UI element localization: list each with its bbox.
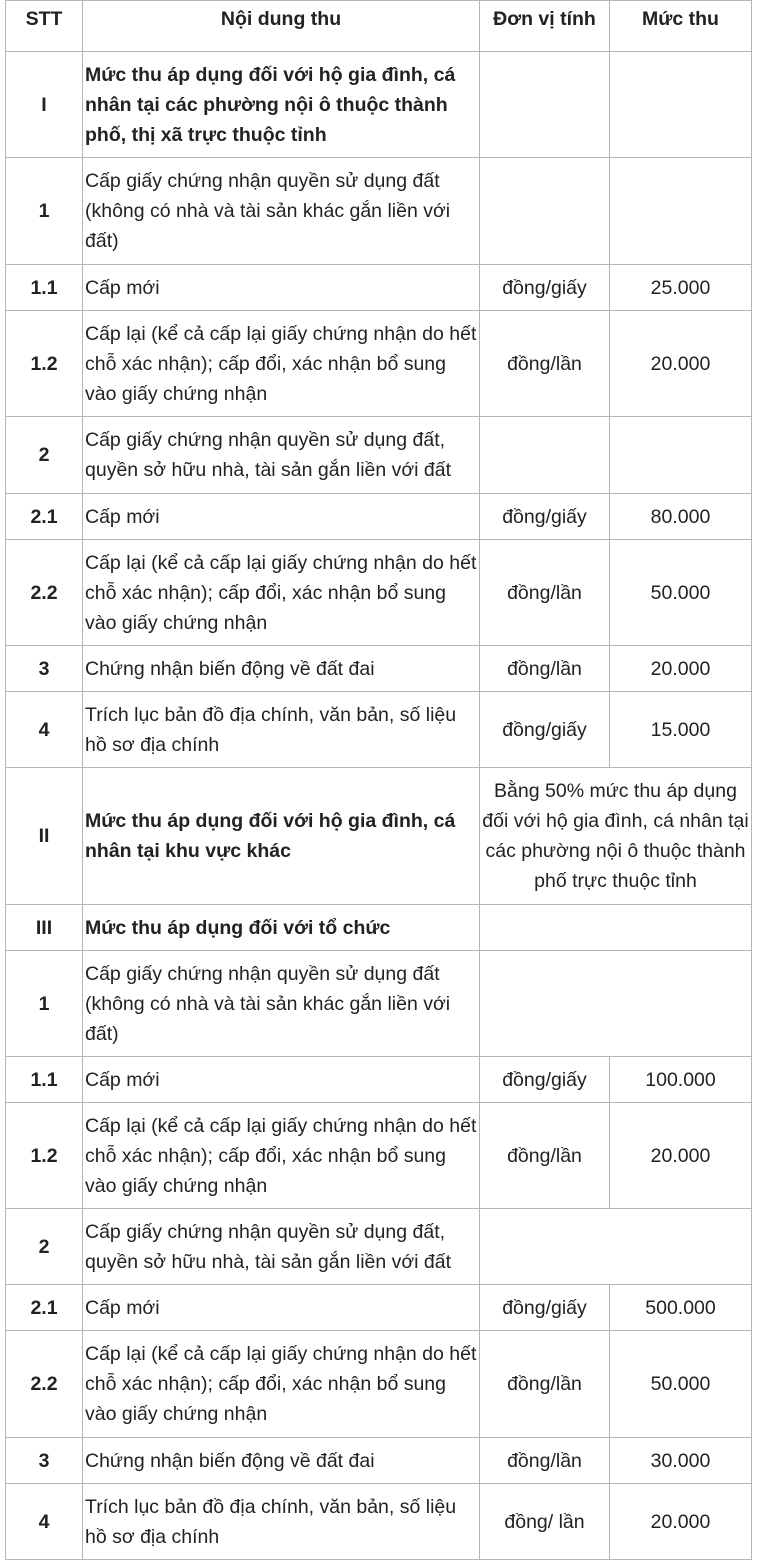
table-row xyxy=(6,1285,752,1331)
table-row xyxy=(6,1209,752,1285)
row-unit xyxy=(480,417,610,494)
row-content: Mức thu áp dụng đối với hộ gia đình, cá nhân tại các phường nội ô thuộc thành phố, thị xã trực thuộc tỉnh xyxy=(83,52,480,158)
table-row xyxy=(6,1331,752,1438)
row-fee: 25.000 xyxy=(610,265,752,311)
row-unit: đồng/giấy xyxy=(480,692,610,768)
row-content: Cấp giấy chứng nhận quyền sử dụng đất, quyền sở hữu nhà, tài sản gắn liền với đất xyxy=(83,1209,480,1285)
row-fee xyxy=(610,158,752,265)
row-unit: đồng/giấy xyxy=(480,494,610,540)
row-content: Cấp giấy chứng nhận quyền sử dụng đất (không có nhà và tài sản khác gắn liền với đất) xyxy=(83,158,480,265)
table-row xyxy=(6,1057,752,1103)
table-row xyxy=(6,417,752,494)
header-fee: Mức thu xyxy=(610,1,752,52)
row-unit: đồng/lần xyxy=(480,646,610,692)
row-unit: đồng/giấy xyxy=(480,1057,610,1103)
row-stt: 3 xyxy=(6,646,83,692)
row-fee: 100.000 xyxy=(610,1057,752,1103)
row-content: Cấp lại (kể cả cấp lại giấy chứng nhận do hết chỗ xác nhận); cấp đổi, xác nhận bổ sung vào giấy chứng nhận xyxy=(83,540,480,646)
row-fee: 80.000 xyxy=(610,494,752,540)
row-fee: 20.000 xyxy=(610,311,752,417)
row-stt: 1.2 xyxy=(6,1103,83,1209)
row-content: Mức thu áp dụng đối với tổ chức xyxy=(83,905,480,951)
row-stt: 2 xyxy=(6,1209,83,1285)
row-unit xyxy=(480,158,610,265)
row-unit xyxy=(480,52,610,158)
row-content: Trích lục bản đồ địa chính, văn bản, số liệu hồ sơ địa chính xyxy=(83,1484,480,1560)
table-row xyxy=(6,540,752,646)
row-unit: đồng/lần xyxy=(480,1103,610,1209)
row-fee-note xyxy=(480,905,752,951)
header-stt: STT xyxy=(6,1,83,52)
row-stt: 4 xyxy=(6,1484,83,1560)
row-fee-note xyxy=(480,951,752,1057)
row-fee: 20.000 xyxy=(610,646,752,692)
row-stt: 1 xyxy=(6,951,83,1057)
row-fee xyxy=(610,417,752,494)
row-content: Cấp lại (kể cả cấp lại giấy chứng nhận do hết chỗ xác nhận); cấp đổi, xác nhận bổ sung vào giấy chứng nhận xyxy=(83,1103,480,1209)
row-stt: 1.1 xyxy=(6,265,83,311)
table-row xyxy=(6,1438,752,1484)
header-unit: Đơn vị tính xyxy=(480,1,610,52)
row-content: Trích lục bản đồ địa chính, văn bản, số liệu hồ sơ địa chính xyxy=(83,692,480,768)
row-fee-note xyxy=(480,1209,752,1285)
row-stt: 2.1 xyxy=(6,1285,83,1331)
row-stt: 1 xyxy=(6,158,83,265)
row-fee: 50.000 xyxy=(610,540,752,646)
row-stt: 2.1 xyxy=(6,494,83,540)
row-unit: đồng/lần xyxy=(480,311,610,417)
table-row xyxy=(6,265,752,311)
table-row xyxy=(6,905,752,951)
row-content: Cấp lại (kể cả cấp lại giấy chứng nhận do hết chỗ xác nhận); cấp đổi, xác nhận bổ sung vào giấy chứng nhận xyxy=(83,311,480,417)
row-unit: đồng/ lần xyxy=(480,1484,610,1560)
row-stt: II xyxy=(6,768,83,905)
table-row xyxy=(6,1484,752,1560)
table-row xyxy=(6,692,752,768)
table-row xyxy=(6,494,752,540)
row-stt: I xyxy=(6,52,83,158)
row-unit: đồng/giấy xyxy=(480,1285,610,1331)
table-row xyxy=(6,311,752,417)
row-content: Cấp mới xyxy=(83,265,480,311)
table-row xyxy=(6,951,752,1057)
row-fee: 20.000 xyxy=(610,1103,752,1209)
row-content: Mức thu áp dụng đối với hộ gia đình, cá nhân tại khu vực khác xyxy=(83,768,480,905)
row-unit: đồng/lần xyxy=(480,1438,610,1484)
row-stt: 2.2 xyxy=(6,1331,83,1438)
table-row xyxy=(6,1103,752,1209)
row-stt: 1.1 xyxy=(6,1057,83,1103)
table-row xyxy=(6,52,752,158)
row-fee xyxy=(610,52,752,158)
row-stt: 1.2 xyxy=(6,311,83,417)
row-stt: 4 xyxy=(6,692,83,768)
table-row xyxy=(6,646,752,692)
row-content: Cấp lại (kể cả cấp lại giấy chứng nhận do hết chỗ xác nhận); cấp đổi, xác nhận bổ sung vào giấy chứng nhận xyxy=(83,1331,480,1438)
row-content: Cấp mới xyxy=(83,1285,480,1331)
row-fee: 500.000 xyxy=(610,1285,752,1331)
row-stt: 2 xyxy=(6,417,83,494)
row-stt: 3 xyxy=(6,1438,83,1484)
row-stt: III xyxy=(6,905,83,951)
table-row xyxy=(6,158,752,265)
row-content: Cấp giấy chứng nhận quyền sử dụng đất, quyền sở hữu nhà, tài sản gắn liền với đất xyxy=(83,417,480,494)
row-unit: đồng/lần xyxy=(480,1331,610,1438)
row-unit: đồng/giấy xyxy=(480,265,610,311)
row-unit: đồng/lần xyxy=(480,540,610,646)
row-fee: 15.000 xyxy=(610,692,752,768)
fee-table xyxy=(5,0,752,1560)
header-row xyxy=(6,1,752,52)
row-fee: 20.000 xyxy=(610,1484,752,1560)
table-row xyxy=(6,768,752,905)
header-content: Nội dung thu xyxy=(83,1,480,52)
row-content: Cấp mới xyxy=(83,1057,480,1103)
row-stt: 2.2 xyxy=(6,540,83,646)
row-content: Chứng nhận biến động về đất đai xyxy=(83,1438,480,1484)
row-fee-note: Bằng 50% mức thu áp dụng đối với hộ gia đình, cá nhân tại các phường nội ô thuộc thành phố trực thuộc tỉnh xyxy=(480,768,752,905)
row-fee: 30.000 xyxy=(610,1438,752,1484)
row-content: Cấp giấy chứng nhận quyền sử dụng đất (không có nhà và tài sản khác gắn liền với đất) xyxy=(83,951,480,1057)
row-content: Cấp mới xyxy=(83,494,480,540)
row-content: Chứng nhận biến động về đất đai xyxy=(83,646,480,692)
row-fee: 50.000 xyxy=(610,1331,752,1438)
